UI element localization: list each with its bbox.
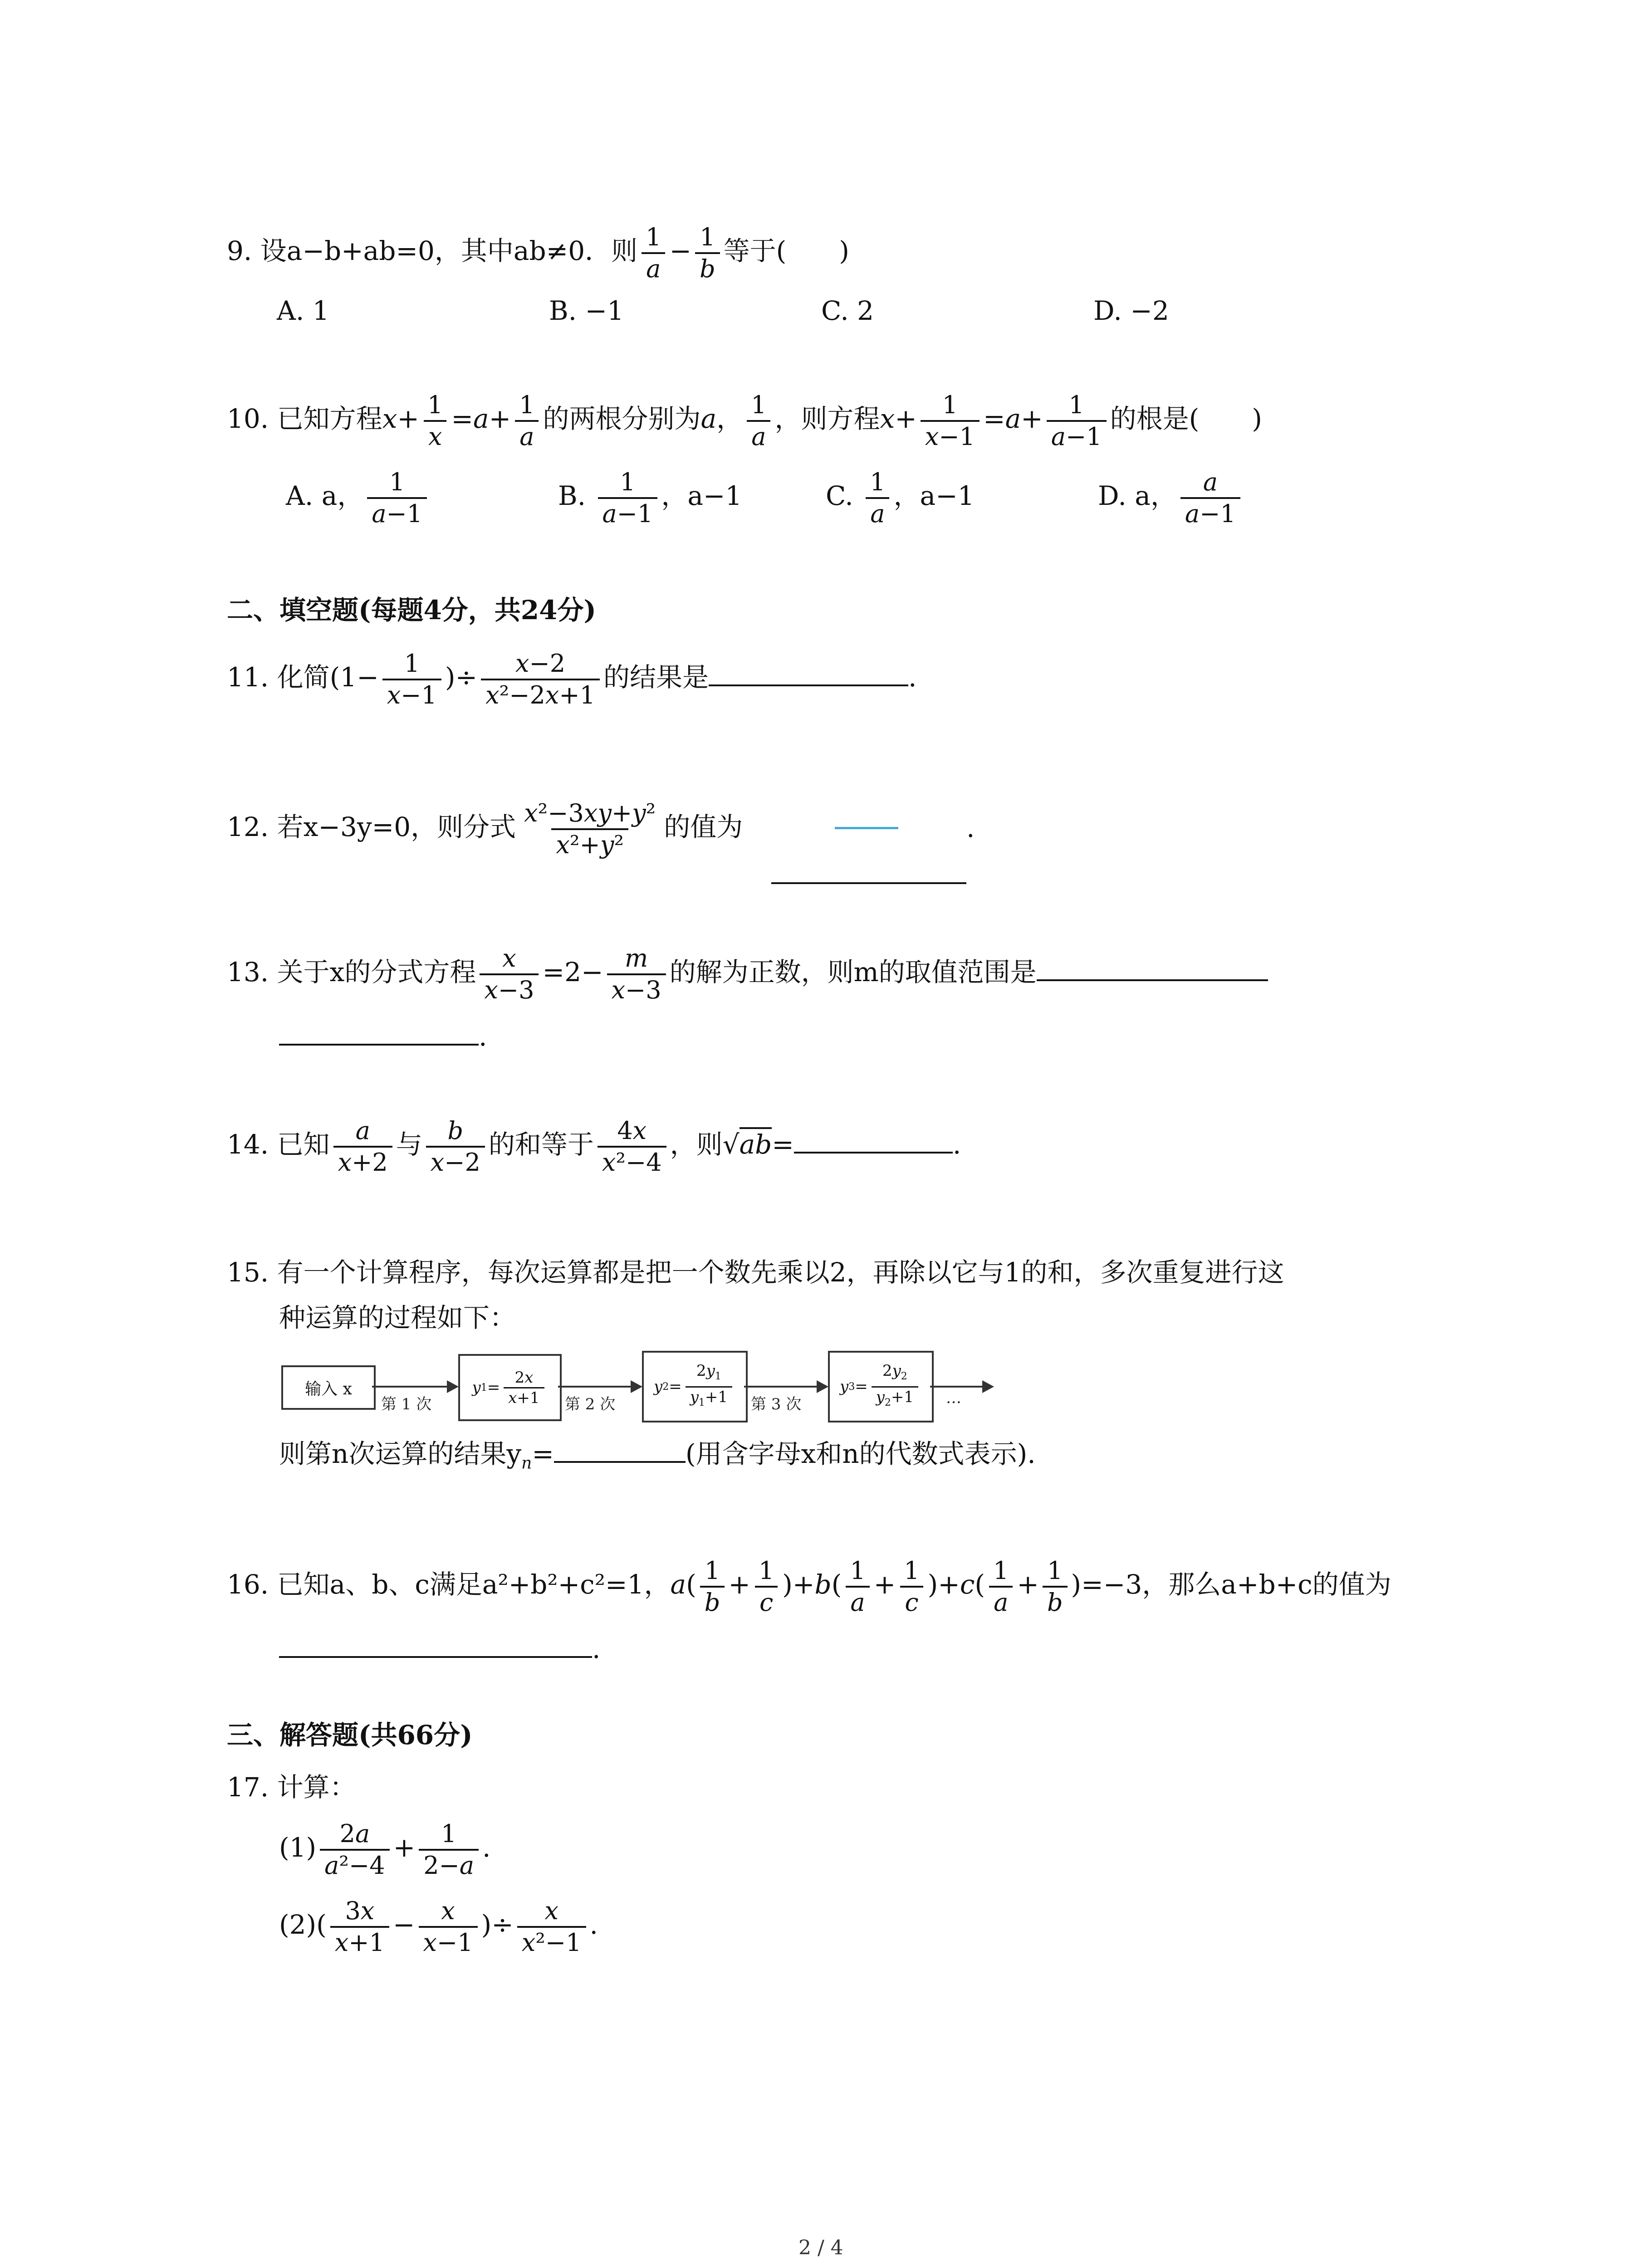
q13-frac-a: $\frac{x}{x-3}$ — [480, 943, 539, 1005]
flow-input-label: 输入 x — [305, 1379, 352, 1398]
q14-mid1: 与 — [396, 1129, 422, 1160]
q10-option-b-frac: $\frac{1}{a-1}$ — [598, 467, 658, 529]
q10-stem: 10. 已知方程 — [227, 403, 382, 435]
q14-frac-b: $\frac{b}{x-2}$ — [426, 1116, 485, 1178]
q13-answer-blank-2[interactable] — [279, 1022, 479, 1046]
q10-option-d-frac: $\frac{a}{a-1}$ — [1181, 467, 1240, 529]
question-11: 11. 化简(1− $\frac{1}{x-1}$ )÷ $\frac{x-2}{\text{x²−2x+1}}$ 的结果是 . — [227, 649, 917, 709]
flow-box-y1: y 1 = $\frac{2x}{x+1}$ — [458, 1354, 562, 1421]
q10-option-c-label: C. — [826, 480, 853, 512]
question-14: 14. 已知 $\frac{a}{x+2}$ 与 $\frac{b}{x-2}$ 的和等于 $\frac{4x}{\text{x²−4}}$ ，则√ab= . — [227, 1116, 961, 1177]
flow-step-2: 第 2 次 — [565, 1395, 616, 1413]
flow-input-box — [281, 1365, 376, 1410]
flow-arrowhead-4 — [982, 1380, 994, 1393]
q15-line3a: 则第n次运算的结果y — [279, 1438, 522, 1469]
q11-frac-a: $\frac{1}{x-1}$ — [382, 649, 441, 710]
sqrt-ab: √ab — [723, 1127, 772, 1160]
q14-frac-c: $\frac{4x}{\text{x²−4}}$ — [598, 1116, 666, 1178]
q12-tail: 的值为 — [664, 811, 743, 843]
q15-line1: 15. 有一个计算程序，每次运算都是把一个数先乘以2，再除以它与1的和，多次重复进行这 — [227, 1257, 1284, 1288]
question-9: 9. 设a−b+ab=0，其中ab≠0．则 $\frac{1}{a}$ − $\frac{1}{b}$ 等于( ) — [227, 223, 849, 283]
q9-option-d[interactable]: D. −2 — [1093, 295, 1169, 326]
q10-frac-1a-b: $\frac{1}{a}$ — [746, 390, 771, 452]
q17-p1-frac-a: $\frac{2a}{\text{a²−4}}$ — [320, 1819, 389, 1881]
q17-p1-frac-b: $\frac{1}{2-a}$ — [419, 1819, 479, 1881]
q10-tail: 的根是( ) — [1110, 403, 1262, 435]
q17-part-1: (1) $\frac{2a}{\text{a²−4}}$ + $\frac{1}{2-a}$ . — [279, 1819, 491, 1880]
q10-option-a-frac: $\frac{1}{a-1}$ — [367, 467, 427, 529]
question-10: 10. 已知方程x+ $\frac{1}{x}$ =a+ $\frac{1}{a}$ 的两根分别为a， $\frac{1}{a}$ ，则方程x+ $\frac{1}{x-1}$ =a+ $\frac{1}{a-1}$ 的根是( ) — [227, 391, 1262, 451]
q10-frac-1a-1: $\frac{1}{a-1}$ — [1047, 390, 1107, 452]
q10-option-d-label: D. a， — [1098, 480, 1177, 512]
page-number: 2 / 4 — [798, 2236, 843, 2259]
flow-arrow-3 — [744, 1386, 819, 1388]
question-12 — [227, 798, 743, 860]
flow-step-1: 第 1 次 — [381, 1395, 432, 1413]
q10-option-b-sep: ，a−1 — [661, 480, 742, 512]
flow-box-y2: y 2 = $\frac{2y_1}{y_1+1}$ — [642, 1351, 748, 1422]
q13-tail: 的解为正数，则m的取值范围是 — [669, 957, 1037, 988]
q15-line2: 种运算的过程如下： — [279, 1302, 516, 1333]
q13-answer-blank-1[interactable] — [1037, 958, 1268, 981]
q10-option-c[interactable] — [826, 467, 975, 529]
q9-option-a[interactable]: A. 1 — [277, 295, 329, 326]
flow-arrow-2 — [558, 1386, 633, 1388]
q10-option-b[interactable] — [558, 467, 742, 529]
section-2-title: 二、填空题(每题4分，共24分) — [227, 595, 596, 626]
q13-line2: . — [279, 1021, 487, 1052]
q12-answer-blank[interactable] — [771, 882, 966, 884]
q10-frac-1a: $\frac{1}{a}$ — [514, 390, 539, 452]
q16-frac-1c: $\frac{1}{c}$ — [754, 1556, 779, 1618]
q16-frac-1a-b: $\frac{1}{a}$ — [989, 1556, 1013, 1618]
q9-stem: 9. 设a−b+ab=0，其中ab≠0．则 — [227, 235, 638, 267]
section-3-title: 三、解答题(共66分) — [227, 1720, 473, 1750]
flow-arrow-1 — [372, 1386, 449, 1388]
q17-p2-frac-b: $\frac{x}{x-1}$ — [419, 1896, 478, 1958]
q9-tail: 等于( ) — [723, 235, 849, 267]
q14-mid2: 的和等于 — [488, 1129, 594, 1160]
q10-mid1: 的两根分别为 — [543, 403, 701, 435]
q11-stem: 11. 化简 — [227, 662, 330, 693]
q9-frac-1b: $\frac{1}{b}$ — [695, 222, 720, 284]
q9-option-b[interactable]: B. −1 — [549, 295, 624, 326]
q10-option-a-label: A. a， — [286, 480, 364, 512]
q17-p1-label: (1) — [279, 1832, 317, 1863]
q16-frac-1b: $\frac{1}{b}$ — [700, 1556, 725, 1618]
question-13: 13. 关于x的分式方程 $\frac{x}{x-3}$ =2− $\frac{m}{x-3}$ 的解为正数，则m的取值范围是 — [227, 943, 1268, 1005]
q16-frac-1a: $\frac{1}{a}$ — [845, 1556, 870, 1618]
flow-arrow-4 — [930, 1386, 985, 1388]
q11-frac-b: $\frac{x-2}{\text{x²−2x+1}}$ — [481, 649, 600, 710]
q15-line3b: (用含字母x和n的代数式表示). — [685, 1438, 1036, 1469]
q10-mid2: ，则方程 — [774, 403, 880, 435]
q12-cyan-mark — [835, 827, 898, 829]
q14-stem: 14. 已知 — [227, 1129, 330, 1160]
q17-p2-frac-a: $\frac{3x}{x+1}$ — [330, 1896, 389, 1958]
flow-arrowhead-2 — [631, 1380, 642, 1393]
flow-box-y3: y 3 = $\frac{2y_2}{y_2+1}$ — [828, 1351, 934, 1422]
flow-arrowhead-3 — [817, 1380, 828, 1393]
q16-tail: ，那么a+b+c的值为 — [1142, 1569, 1391, 1600]
q16-answer-blank[interactable] — [279, 1634, 592, 1658]
q14-answer-blank[interactable] — [794, 1130, 953, 1154]
flow-ellipsis: … — [946, 1389, 961, 1407]
q15-answer-blank[interactable] — [554, 1439, 686, 1463]
q14-frac-a: $\frac{a}{x+2}$ — [333, 1116, 392, 1178]
q16-stem: 16. 已知a、b、c满足a²+b²+c²=1， — [227, 1569, 671, 1600]
q12-frac: $\frac{\text{x²−3xy+y²}}{\text{x²+y²}}$ — [524, 799, 656, 859]
flow-step-3: 第 3 次 — [751, 1395, 802, 1413]
q10-option-c-sep: ，a−1 — [893, 480, 975, 512]
q17-p2-label: (2) — [279, 1909, 317, 1941]
q11-answer-blank[interactable] — [709, 663, 908, 686]
flow-arrowhead-1 — [447, 1380, 459, 1393]
question-16: 16. 已知a、b、c满足a²+b²+c²=1，a( $\frac{1}{b}$ + $\frac{1}{c}$ )+b( $\frac{1}{a}$ + $\frac{1}{c}$ )+c( $\frac{1}{a}$ + $\frac{1}{b}$ )=−3，那么a+b+c的值为 — [227, 1556, 1391, 1617]
q17-p2-frac-c: $\frac{x}{\text{x²−1}}$ — [517, 1896, 586, 1958]
q10-option-d[interactable] — [1098, 467, 1244, 529]
q16-frac-1b-b: $\frac{1}{b}$ — [1043, 1556, 1068, 1618]
q17-stem: 17. 计算： — [227, 1772, 356, 1803]
q17-part-2: (2)( $\frac{3x}{x+1}$ − $\frac{x}{x-1}$ )÷ $\frac{x}{\text{x²−1}}$ . — [279, 1897, 598, 1957]
q14-mid3: ，则 — [670, 1129, 723, 1160]
q15-line3: 则第n次运算的结果$y_n=$ (用含字母x和n的代数式表示). — [279, 1438, 1036, 1473]
q13-frac-b: $\frac{m}{x-3}$ — [607, 943, 666, 1005]
q12-period: . — [966, 812, 975, 843]
q9-option-c[interactable]: C. 2 — [821, 295, 874, 326]
q10-frac-1x: $\frac{1}{x}$ — [423, 390, 447, 452]
q10-option-c-frac: $\frac{1}{a}$ — [865, 467, 890, 529]
q16-line2: . — [279, 1633, 600, 1665]
q10-option-b-label: B. — [558, 480, 586, 512]
q13-stem: 13. 关于x的分式方程 — [227, 957, 476, 988]
q9-frac-1a: $\frac{1}{a}$ — [641, 222, 666, 284]
q12-stem: 12. 若x−3y=0，则分式 — [227, 811, 516, 843]
q16-frac-1c-b: $\frac{1}{c}$ — [899, 1556, 924, 1618]
q10-option-a[interactable] — [286, 467, 431, 529]
q10-frac-1x-1: $\frac{1}{x-1}$ — [921, 390, 980, 452]
q11-tail: 的结果是 — [603, 662, 709, 693]
